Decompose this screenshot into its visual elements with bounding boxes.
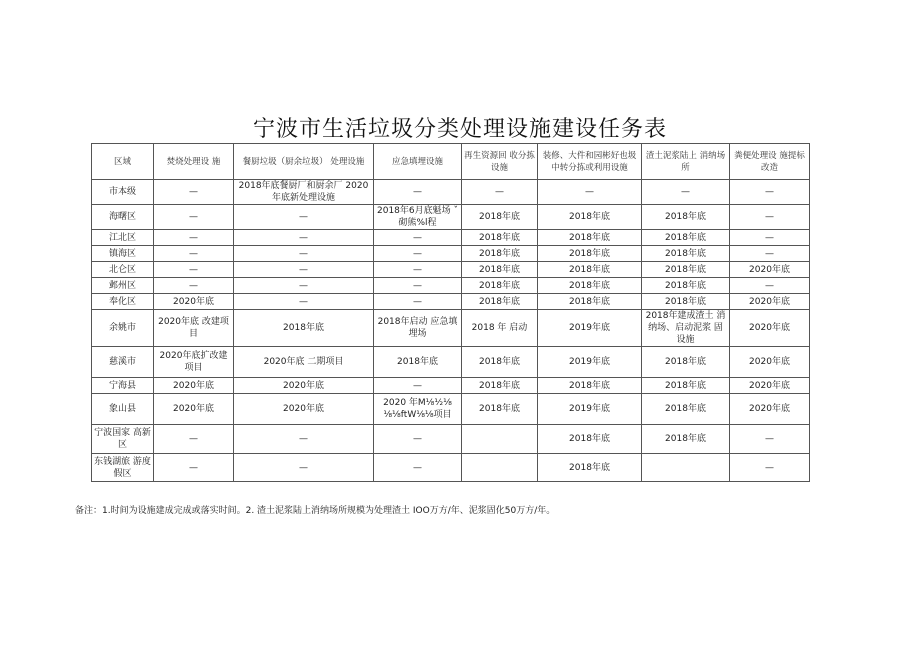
cell-fecal-upgrade: 2020年底 bbox=[730, 262, 810, 278]
cell-kitchen-waste: — bbox=[234, 454, 374, 482]
header-muck-slurry: 渣土泥浆陆上 消纳场所 bbox=[642, 144, 730, 180]
region-cell: 余姚市 bbox=[92, 310, 154, 347]
cell-kitchen-waste: 2020年底 bbox=[234, 378, 374, 394]
region-cell: 慈溪市 bbox=[92, 347, 154, 378]
cell-kitchen-waste: 2020年底 bbox=[234, 394, 374, 425]
table-row bbox=[92, 394, 810, 425]
table-row bbox=[92, 294, 810, 310]
cell-recycling: 2018 年 启动 bbox=[462, 310, 538, 347]
header-region: 区域 bbox=[92, 144, 154, 180]
cell-incineration: 2020年底 bbox=[154, 394, 234, 425]
cell-fecal-upgrade: 2020年底 bbox=[730, 294, 810, 310]
cell-muck-slurry: 2018年建成渣土 消纳场、启动泥浆 固设施 bbox=[642, 310, 730, 347]
region-cell: 宁波国家 高新区 bbox=[92, 425, 154, 454]
cell-emergency-landfill: 2018年底 bbox=[374, 347, 462, 378]
table-row bbox=[92, 425, 810, 454]
cell-recycling: 2018年底 bbox=[462, 262, 538, 278]
cell-kitchen-waste: — bbox=[234, 278, 374, 294]
cell-fecal-upgrade: — bbox=[730, 230, 810, 246]
cell-fecal-upgrade: — bbox=[730, 205, 810, 230]
table-row bbox=[92, 246, 810, 262]
region-cell: 江北区 bbox=[92, 230, 154, 246]
table-row bbox=[92, 378, 810, 394]
cell-emergency-landfill: — bbox=[374, 425, 462, 454]
task-table bbox=[91, 143, 810, 482]
header-row bbox=[92, 144, 810, 180]
cell-emergency-landfill: — bbox=[374, 294, 462, 310]
cell-recycling: 2018年底 bbox=[462, 294, 538, 310]
region-cell: 东钱湖旅 游度假区 bbox=[92, 454, 154, 482]
cell-bulky-waste: 2018年底 bbox=[538, 294, 642, 310]
cell-fecal-upgrade: — bbox=[730, 278, 810, 294]
cell-incineration: — bbox=[154, 454, 234, 482]
cell-bulky-waste: 2019年底 bbox=[538, 347, 642, 378]
cell-muck-slurry: 2018年底 bbox=[642, 425, 730, 454]
cell-incineration: — bbox=[154, 262, 234, 278]
region-cell: 北仑区 bbox=[92, 262, 154, 278]
region-cell: 宁海县 bbox=[92, 378, 154, 394]
cell-emergency-landfill: 2018年启动 应急填埋场 bbox=[374, 310, 462, 347]
cell-muck-slurry: 2018年底 bbox=[642, 278, 730, 294]
cell-fecal-upgrade: — bbox=[730, 246, 810, 262]
cell-bulky-waste: 2018年底 bbox=[538, 262, 642, 278]
region-cell: 奉化区 bbox=[92, 294, 154, 310]
cell-recycling: 2018年底 bbox=[462, 230, 538, 246]
cell-incineration: — bbox=[154, 425, 234, 454]
cell-muck-slurry: 2018年底 bbox=[642, 394, 730, 425]
cell-muck-slurry: 2018年底 bbox=[642, 205, 730, 230]
cell-recycling: 2018年底 bbox=[462, 246, 538, 262]
table-row bbox=[92, 278, 810, 294]
table-row bbox=[92, 310, 810, 347]
cell-incineration: 2020年底扩改建项目 bbox=[154, 347, 234, 378]
page-title: 宁波市生活垃圾分类处理设施建设任务表 bbox=[252, 117, 667, 142]
cell-bulky-waste: 2019年底 bbox=[538, 310, 642, 347]
cell-bulky-waste: 2018年底 bbox=[538, 246, 642, 262]
cell-muck-slurry: 2018年底 bbox=[642, 294, 730, 310]
cell-recycling: 2018年底 bbox=[462, 394, 538, 425]
cell-muck-slurry: 2018年底 bbox=[642, 230, 730, 246]
cell-incineration: — bbox=[154, 246, 234, 262]
table-row bbox=[92, 205, 810, 230]
cell-recycling bbox=[462, 425, 538, 454]
cell-emergency-landfill: — bbox=[374, 454, 462, 482]
cell-fecal-upgrade: 2020年底 bbox=[730, 378, 810, 394]
cell-bulky-waste: 2019年底 bbox=[538, 394, 642, 425]
cell-bulky-waste: 2018年底 bbox=[538, 454, 642, 482]
table-row bbox=[92, 454, 810, 482]
cell-kitchen-waste: 2018年底 bbox=[234, 310, 374, 347]
region-cell: 海曙区 bbox=[92, 205, 154, 230]
cell-kitchen-waste: — bbox=[234, 205, 374, 230]
table-note: 备注：1.时间为设施建成完成或落实时间。2. 渣土泥浆陆上消纳场所规模为处理渣土 IOO万方/年、泥浆固化50万方/年。 bbox=[75, 506, 556, 516]
cell-recycling: 2018年底 bbox=[462, 347, 538, 378]
cell-recycling: 2018年底 bbox=[462, 205, 538, 230]
cell-kitchen-waste: 2018年底餐厨厂和厨余厂 2020年底新处理设施 bbox=[234, 180, 374, 205]
cell-bulky-waste: — bbox=[538, 180, 642, 205]
cell-fecal-upgrade: — bbox=[730, 180, 810, 205]
cell-kitchen-waste: — bbox=[234, 262, 374, 278]
cell-recycling: — bbox=[462, 180, 538, 205]
cell-emergency-landfill: 2020 年M⅛½⅛ ⅛⅛ftW⅛⅛项目 bbox=[374, 394, 462, 425]
cell-kitchen-waste: — bbox=[234, 425, 374, 454]
header-recycling: 再生资源回 收分拣设施 bbox=[462, 144, 538, 180]
header-bulky-waste: 装修、大件和园彬好也圾中转分拣或利用设施 bbox=[538, 144, 642, 180]
cell-muck-slurry: 2018年底 bbox=[642, 262, 730, 278]
region-cell: 象山县 bbox=[92, 394, 154, 425]
cell-muck-slurry bbox=[642, 454, 730, 482]
cell-recycling: 2018年底 bbox=[462, 278, 538, 294]
cell-muck-slurry: 2018年底 bbox=[642, 378, 730, 394]
header-fecal-upgrade: 粪便处理设 施提标改造 bbox=[730, 144, 810, 180]
cell-muck-slurry: — bbox=[642, 180, 730, 205]
cell-incineration: 2020年底 bbox=[154, 378, 234, 394]
cell-emergency-landfill: — bbox=[374, 180, 462, 205]
cell-kitchen-waste: — bbox=[234, 230, 374, 246]
table-row bbox=[92, 262, 810, 278]
cell-incineration: — bbox=[154, 205, 234, 230]
header-incineration: 焚烧处理设 施 bbox=[154, 144, 234, 180]
cell-kitchen-waste: — bbox=[234, 246, 374, 262]
table-row bbox=[92, 230, 810, 246]
cell-muck-slurry: 2018年底 bbox=[642, 246, 730, 262]
cell-fecal-upgrade: 2020年底 bbox=[730, 310, 810, 347]
cell-emergency-landfill: — bbox=[374, 278, 462, 294]
cell-bulky-waste: 2018年底 bbox=[538, 378, 642, 394]
cell-bulky-waste: 2018年底 bbox=[538, 278, 642, 294]
cell-fecal-upgrade: — bbox=[730, 425, 810, 454]
header-emergency-landfill: 应急填埋设施 bbox=[374, 144, 462, 180]
cell-fecal-upgrade: 2020年底 bbox=[730, 394, 810, 425]
cell-kitchen-waste: 2020年底 二期项目 bbox=[234, 347, 374, 378]
region-cell: 邺州区 bbox=[92, 278, 154, 294]
cell-incineration: — bbox=[154, 230, 234, 246]
cell-incineration: — bbox=[154, 278, 234, 294]
cell-bulky-waste: 2018年底 bbox=[538, 230, 642, 246]
cell-fecal-upgrade: — bbox=[730, 454, 810, 482]
cell-bulky-waste: 2018年底 bbox=[538, 205, 642, 230]
header-kitchen-waste: 餐厨垃圾（厨余垃圾） 处理设施 bbox=[234, 144, 374, 180]
cell-emergency-landfill: — bbox=[374, 230, 462, 246]
cell-emergency-landfill: — bbox=[374, 262, 462, 278]
table-row bbox=[92, 347, 810, 378]
region-cell: 镇海区 bbox=[92, 246, 154, 262]
cell-recycling: 2018年底 bbox=[462, 378, 538, 394]
cell-fecal-upgrade: 2020年底 bbox=[730, 347, 810, 378]
region-cell: 市本级 bbox=[92, 180, 154, 205]
cell-emergency-landfill: 2018年6月底魁场 ˇ砌熊%l程 bbox=[374, 205, 462, 230]
cell-bulky-waste: 2018年底 bbox=[538, 425, 642, 454]
cell-muck-slurry: 2018年底 bbox=[642, 347, 730, 378]
cell-emergency-landfill: — bbox=[374, 246, 462, 262]
cell-incineration: 2020年底 改建项目 bbox=[154, 310, 234, 347]
cell-incineration: — bbox=[154, 180, 234, 205]
cell-recycling bbox=[462, 454, 538, 482]
table-row bbox=[92, 180, 810, 205]
cell-kitchen-waste: — bbox=[234, 294, 374, 310]
cell-emergency-landfill: — bbox=[374, 378, 462, 394]
cell-incineration: 2020年底 bbox=[154, 294, 234, 310]
